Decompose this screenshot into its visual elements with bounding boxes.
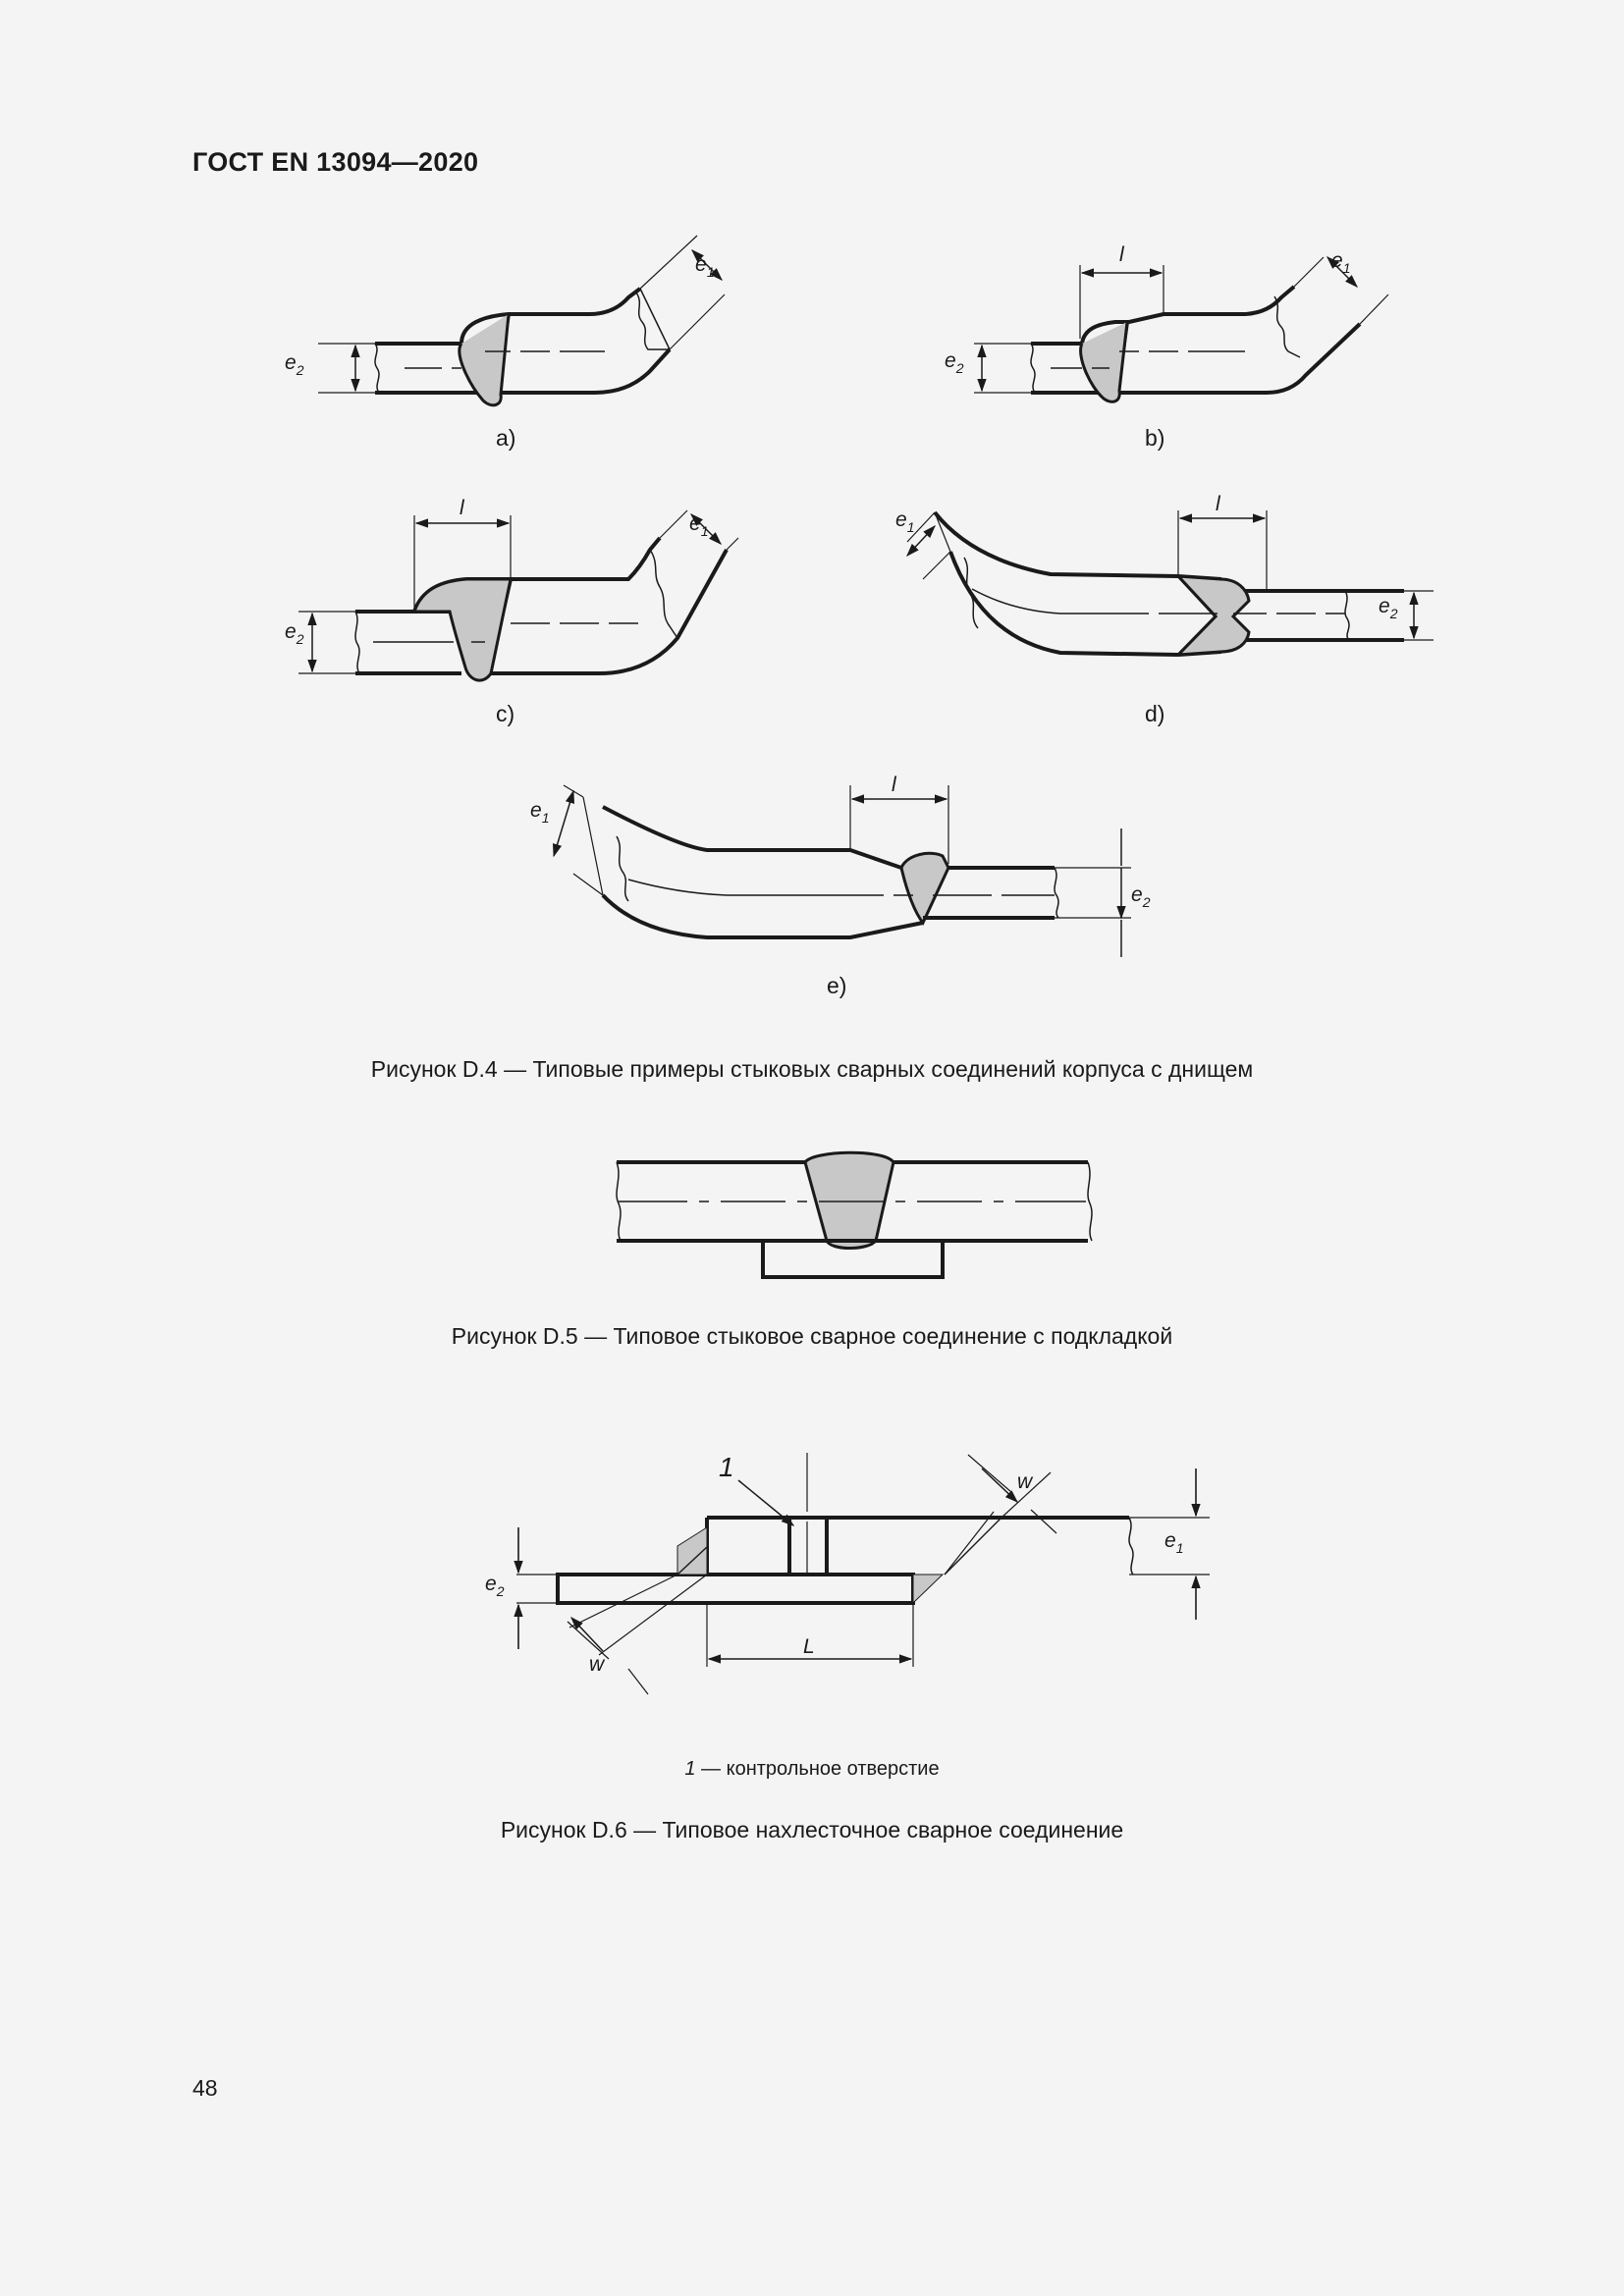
sublabel-d: d) [1145,701,1165,726]
figure-d4-a [318,236,725,405]
figure-d5-caption: Рисунок D.5 — Типовое стыковое сварное соединение с подкладкой [451,1323,1173,1349]
figure-d6-caption: Рисунок D.6 — Типовое нахлесточное сварное соединение [500,1817,1124,1842]
dim-l-c: l [460,497,464,519]
dim-w-top: w [1017,1470,1033,1493]
dim-e2-c: $e_2$ [285,620,304,647]
dim-e2-e: $e_2$ [1131,883,1151,910]
dim-e1-d6: $e_1$ [1164,1529,1184,1556]
sublabel-b: b) [1145,425,1165,451]
figure-d4-caption: Рисунок D.4 — Типовые примеры стыковых сварных соединений корпуса с днищем [370,1056,1254,1082]
figure-d4-e [554,785,1131,957]
page-number: 48 [192,2075,218,2101]
dim-e1-a: $e_1$ [695,253,715,280]
dim-l-d: l [1216,493,1220,515]
figure-d4-c [298,510,738,680]
figure-d4-d [907,510,1434,655]
callout-1: 1 [719,1452,734,1482]
dim-e1-e: $e_1$ [530,799,550,826]
figure-d6-legend [0,1758,1624,1781]
dim-l-b: l [1119,243,1124,266]
legend-text: — контрольное отверстие [695,1758,940,1780]
legend-number: 1 [684,1758,696,1780]
dim-w-bottom: w [589,1653,605,1676]
figure-d4-b [974,257,1388,401]
dim-l-e: l [892,774,896,796]
dim-e1-c: $e_1$ [689,512,709,539]
sublabel-c: c) [496,701,515,726]
dim-L-d6: L [803,1635,815,1658]
dim-e2-a: $e_2$ [285,351,304,378]
sublabel-e: e) [827,973,847,998]
dim-e2-d6: $e_2$ [485,1573,505,1599]
figure-d5 [617,1152,1092,1277]
dim-e2-b: $e_2$ [945,349,964,376]
dim-e1-d: $e_1$ [895,508,915,535]
figure-d6 [516,1453,1210,1694]
dim-e1-b: $e_1$ [1331,249,1351,276]
document-header: ГОСТ EN 13094—2020 [192,147,479,177]
sublabel-a: a) [496,425,516,451]
dim-e2-d: $e_2$ [1379,595,1398,621]
